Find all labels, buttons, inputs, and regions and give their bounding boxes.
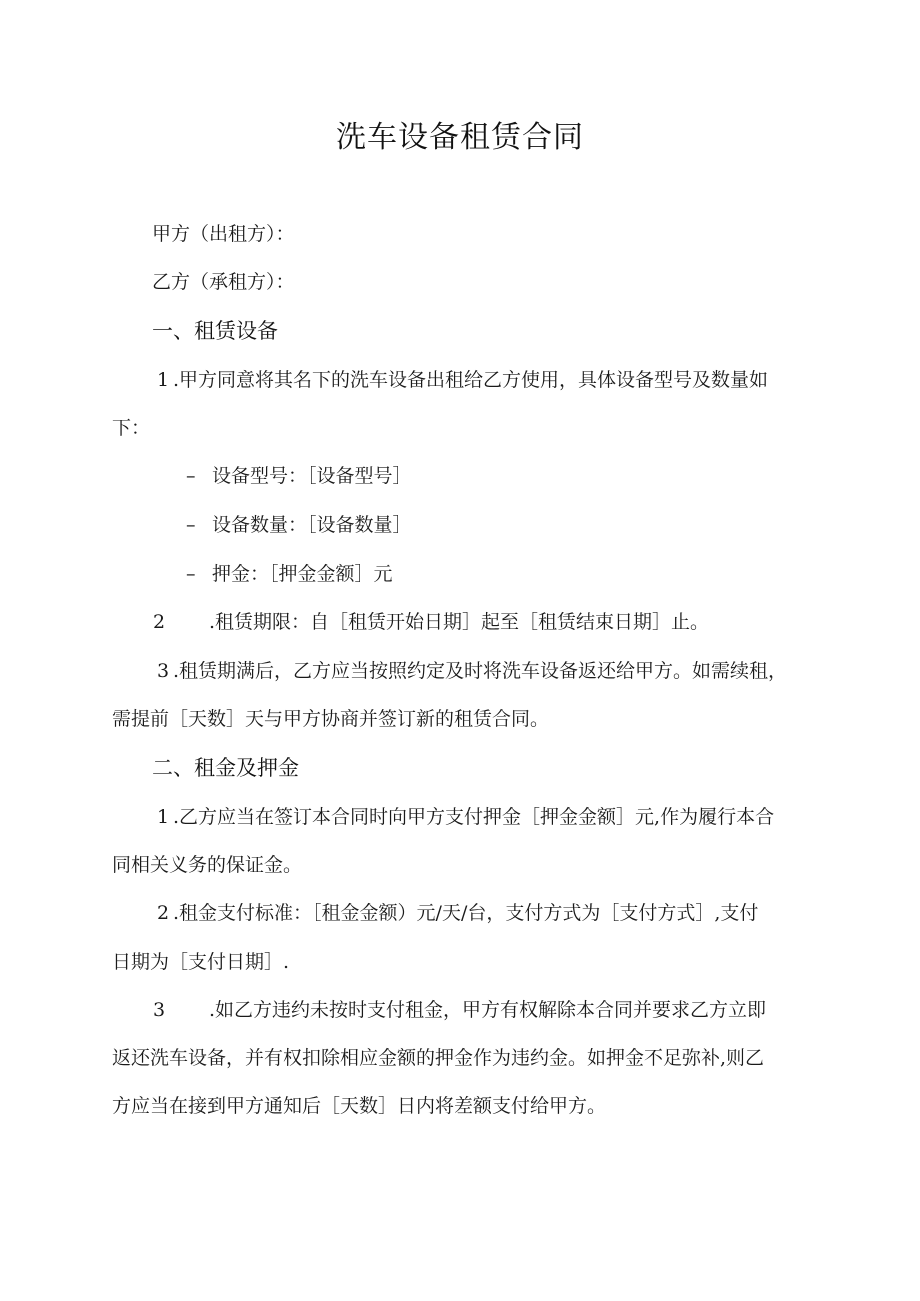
clause-text: .租金支付标准：［租金金额）元/天/台，支付方式为［支付方式］,支付 (173, 902, 759, 924)
clause-1-3-continued: 需提前［天数］天与甲方协商并签订新的租赁合同。 (112, 708, 550, 730)
clause-2-3 (153, 998, 766, 1022)
bullet-text: 设备型号：［设备型号］ (212, 465, 412, 487)
party-b-line: 乙方（承租方）： (152, 271, 295, 293)
bullet-equipment-model (186, 464, 412, 488)
clause-2-3-continued: 返还洗车设备，并有权扣除相应金额的押金作为违约金。如押金不足弥补,则乙 (112, 1047, 765, 1069)
clause-1-3 (157, 659, 787, 683)
clause-text: .租赁期限：自［租赁开始日期］起至［租赁结束日期］止。 (209, 611, 710, 633)
section-heading-rental-equipment: 一、租赁设备 (152, 319, 278, 343)
clause-text: .甲方同意将其名下的洗车设备出租给乙方使用，具体设备型号及数量如 (173, 369, 769, 391)
clause-number: 2 (153, 611, 166, 633)
clause-text: .如乙方违约未按时支付租金，甲方有权解除本合同并要求乙方立即 (209, 999, 767, 1021)
bullet-text: 设备数量：［设备数量］ (212, 514, 412, 536)
clause-2-1-continued: 同相关义务的保证金。 (112, 854, 303, 876)
clause-2-2 (157, 901, 758, 925)
clause-number: 2 (157, 902, 170, 924)
bullet-deposit (186, 562, 393, 586)
clause-2-1 (157, 805, 774, 829)
clause-number: 1 (157, 806, 170, 828)
bullet-dash: – (186, 465, 196, 487)
clause-number: 1 (157, 369, 170, 391)
bullet-dash: – (186, 563, 196, 585)
bullet-text: 押金：［押金金额］元 (212, 563, 393, 585)
clause-text: .乙方应当在签订本合同时向甲方支付押金［押金金额］元,作为履行本合 (173, 806, 775, 828)
clause-number: 3 (157, 660, 170, 682)
section-heading-rent-and-deposit: 二、租金及押金 (152, 756, 299, 780)
clause-2-3-continued-2: 方应当在接到甲方通知后［天数］日内将差额支付给甲方。 (112, 1095, 607, 1117)
clause-1-1-continued: 下： (112, 417, 151, 439)
document-title: 洗车设备租赁合同 (336, 120, 584, 155)
clause-1-2 (153, 610, 709, 634)
party-a-line: 甲方（出租方）： (152, 223, 295, 245)
bullet-equipment-quantity (186, 513, 412, 537)
clause-text: .租赁期满后，乙方应当按照约定及时将洗车设备返还给甲方。如需续租， (173, 660, 788, 682)
clause-1-1 (157, 368, 768, 392)
clause-number: 3 (153, 999, 166, 1021)
bullet-dash: – (186, 514, 196, 536)
clause-2-2-continued: 日期为［支付日期］. (112, 951, 290, 973)
